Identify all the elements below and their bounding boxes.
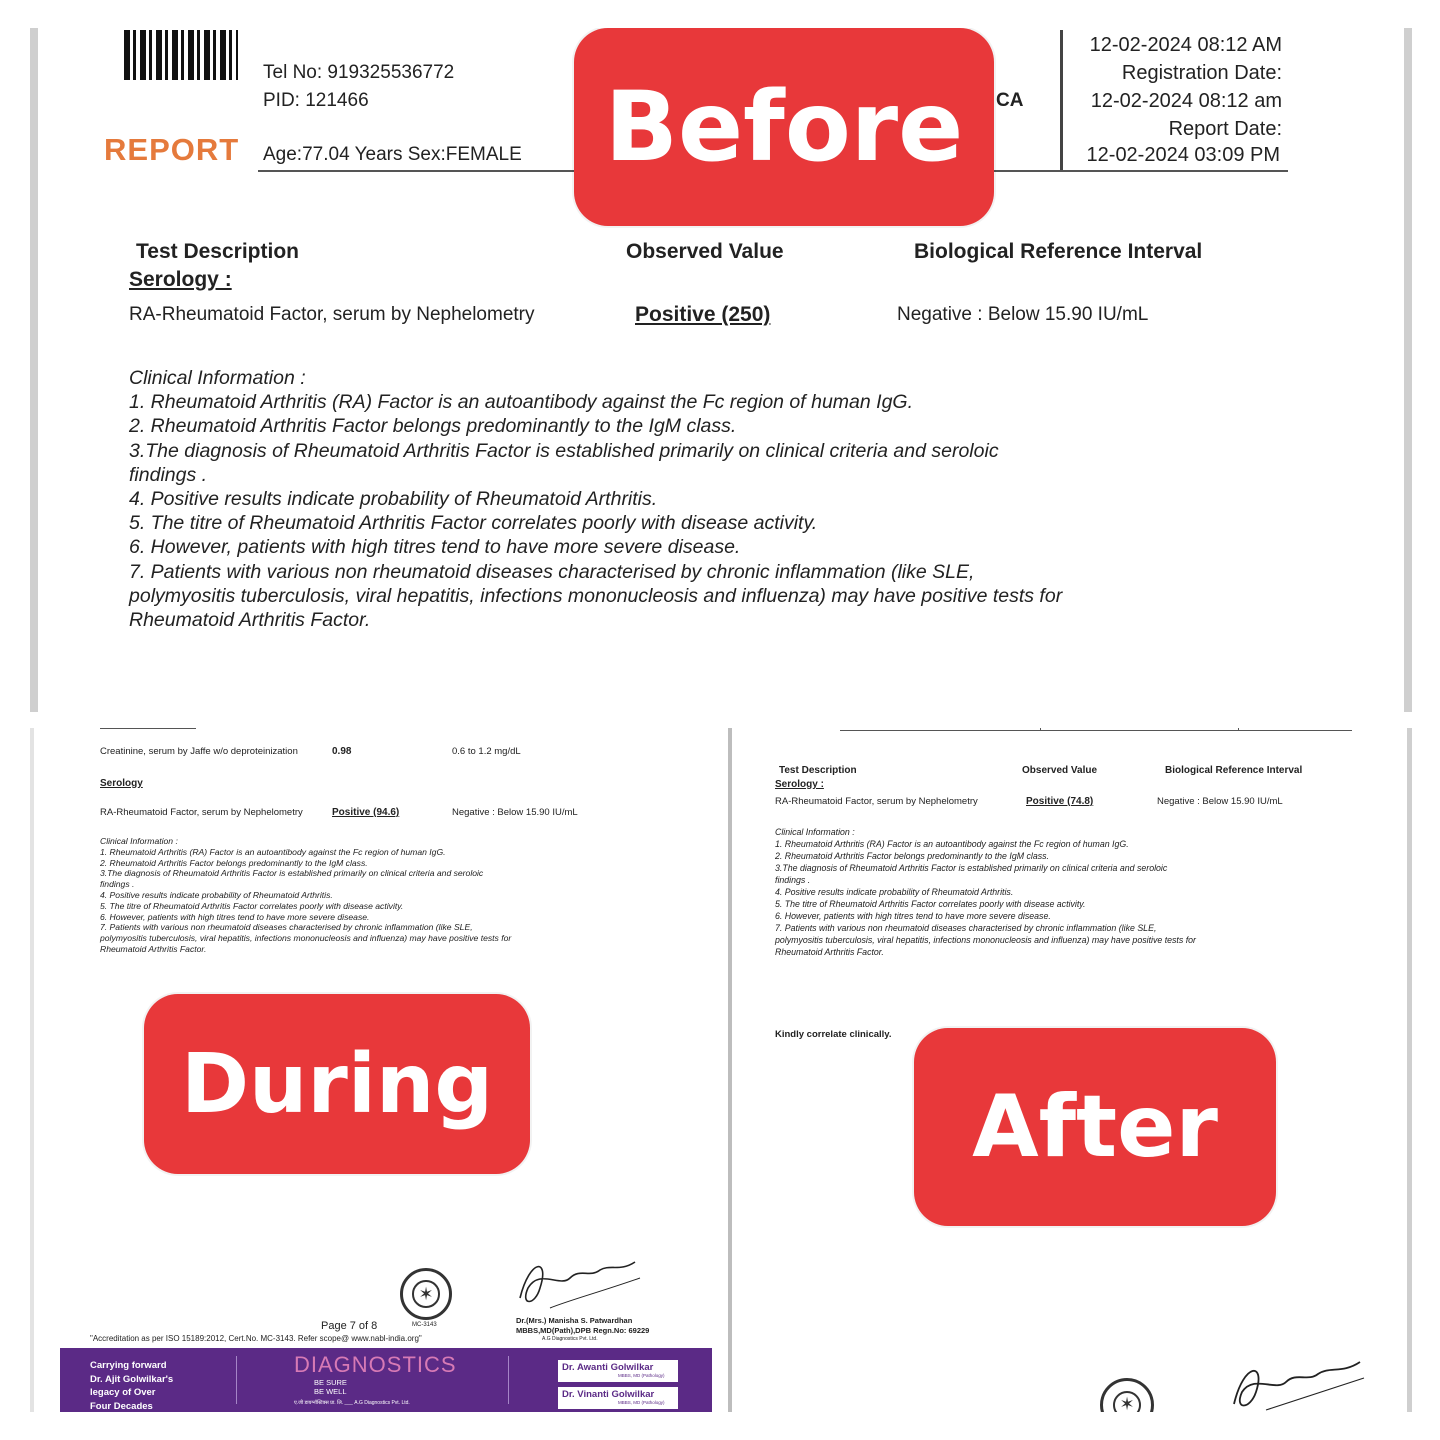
registration-label: Registration Date: [1121,62,1282,84]
registration-datetime: 12-02-2024 08:12 am [1090,90,1282,112]
col-observed-value: Observed Value [1022,765,1098,776]
clinical-line: findings . [775,875,811,885]
footer-doctor-card [558,1387,678,1409]
brand-sub: ए.जी डायग्नॉस्टिक्स प्रा. लि. ___ A.G Diagnostics Pvt. Ltd. [294,1400,410,1406]
test-value: Positive (250) [635,303,771,326]
clinical-info [775,826,1335,958]
clinical-line: 5. The titre of Rheumatoid Arthritis Factor correlates poorly with disease activity. [129,512,818,535]
during-panel [30,728,712,1412]
footer-doctor-card [558,1360,678,1382]
after-panel [728,728,1412,1412]
doctor-quals: MBBS,MD(Path),DPB Regn.No: 69229 [516,1326,650,1335]
before-panel [30,28,1412,712]
section-serology: Serology : [129,268,232,291]
panel-edge-right [1407,728,1412,1412]
header-fragment: CA [996,90,1024,111]
brand-tag-1: BE SURE [314,1378,347,1387]
collection-datetime: 12-02-2024 08:12 AM [1089,34,1282,56]
qr-code [124,30,238,80]
test-value: Positive (94.6) [332,807,400,818]
test-name: RA-Rheumatoid Factor, serum by Nephelometry [775,796,978,807]
tick-mark [1238,728,1239,731]
footer-line: legacy of Over [90,1387,156,1398]
footer-doctor-quals: MBBS, MD (Pathology) [618,1400,665,1405]
footer-divider [508,1356,509,1404]
test-value: Positive (74.8) [1026,796,1094,807]
clinical-line: 7. Patients with various non rheumatoid diseases characterised by chronic inflammation (like SLE, [100,922,473,933]
clinical-line: 3.The diagnosis of Rheumatoid Arthritis Factor is established primarily on clinical criteria and seroloic [129,439,999,462]
clinical-line: Rheumatoid Arthritis Factor. [100,943,207,954]
correlate-note: Kindly correlate clinically. [775,1029,892,1040]
report-date-label: Report Date: [1168,118,1282,140]
clinical-line: polymyositis tuberculosis, viral hepatitis, infections mononucleosis and influenza) may have positive tests for [129,584,1063,607]
test-reference: Negative : Below 15.90 IU/mL [1157,796,1283,807]
test-name: RA-Rheumatoid Factor, serum by Nephelometry [100,807,303,818]
col-reference-interval: Biological Reference Interval [1165,765,1303,776]
signature-icon [510,1248,650,1318]
section-serology: Serology [100,778,143,789]
clinical-line: 7. Patients with various non rheumatoid diseases characterised by chronic inflammation (like SLE, [775,923,1157,933]
clinical-line: 3.The diagnosis of Rheumatoid Arthritis Factor is established primarily on clinical criteria and seroloic [100,868,484,879]
clinical-line: 2. Rheumatoid Arthritis Factor belongs predominantly to the IgM class. [129,415,737,438]
col-test-description: Test Description [779,765,857,776]
footer-doctor-name: Dr. Awanti Golwilkar [562,1362,654,1373]
footer-tagline [90,1359,173,1412]
creatinine-name: Creatinine, serum by Jaffe w/o deproteinization [100,746,298,757]
nabl-seal-icon: ✶ [400,1268,452,1320]
doctor-name: Dr.(Mrs.) Manisha S. Patwardhan [516,1316,633,1325]
clinical-line: 2. Rheumatoid Arthritis Factor belongs predominantly to the IgM class. [100,857,368,868]
clinical-line: 5. The titre of Rheumatoid Arthritis Factor correlates poorly with disease activity. [100,900,404,911]
clinical-line: 6. However, patients with high titres tend to have more severe disease. [100,911,370,922]
clinical-line: 1. Rheumatoid Arthritis (RA) Factor is an autoantibody against the Fc region of human IgG. [775,839,1129,849]
clinical-heading: Clinical Information : [100,836,178,846]
col-observed-value: Observed Value [626,240,784,263]
clinical-line: 4. Positive results indicate probability of Rheumatoid Arthritis. [100,889,333,900]
clinical-line: 4. Positive results indicate probability of Rheumatoid Arthritis. [775,887,1014,897]
footer-doctor-name: Dr. Vinanti Golwilkar [562,1389,655,1400]
clinical-heading: Clinical Information : [775,827,855,837]
clinical-line: 6. However, patients with high titres tend to have more severe disease. [129,536,741,559]
clinical-line: 6. However, patients with high titres tend to have more severe disease. [775,911,1051,921]
clinical-info [129,366,1229,632]
test-reference: Negative : Below 15.90 IU/mL [452,807,578,818]
clinical-line: 3.The diagnosis of Rheumatoid Arthritis Factor is established primarily on clinical criteria and seroloic [775,863,1168,873]
footer-line: Dr. Ajit Golwilkar's [90,1373,174,1385]
col-test-description: Test Description [136,240,299,263]
panel-edge-left [30,28,38,712]
top-rule [840,730,1352,731]
before-label: Before [574,28,994,226]
test-reference: Negative : Below 15.90 IU/mL [897,304,1149,325]
clinical-line: 5. The titre of Rheumatoid Arthritis Factor correlates poorly with disease activity. [775,899,1086,909]
brand-tag-2: BE WELL [314,1387,347,1396]
panel-edge-left [728,728,732,1412]
accreditation-note: "Accreditation as per ISO 15189:2012, Cert.No. MC-3143. Refer scope@ www.nabl-india.org" [90,1334,422,1343]
clinical-info [100,836,620,955]
footer-line: Carrying forward [90,1360,167,1371]
age-sex: Age:77.04 Years Sex:FEMALE [263,144,522,165]
patient-id: PID: 121466 [263,90,369,111]
section-serology: Serology : [775,779,824,790]
page-number: Page 7 of 8 [321,1320,378,1332]
footer-doctor-quals: MBBS, MD (Pathology) [618,1373,665,1378]
after-label: After [914,1028,1276,1226]
creatinine-reference: 0.6 to 1.2 mg/dL [452,746,521,757]
clinical-line: 4. Positive results indicate probability of Rheumatoid Arthritis. [129,488,658,511]
brand-logo: DIAGNOSTICS [294,1352,457,1377]
clinical-line: polymyositis tuberculosis, viral hepatitis, infections mononucleosis and influenza) may have positive tests for [100,933,512,944]
clinical-line: findings . [129,463,208,486]
test-name: RA-Rheumatoid Factor, serum by Nephelometry [129,304,535,325]
nabl-seal-icon: ✶ [1100,1378,1154,1412]
creatinine-value: 0.98 [332,746,352,757]
panel-edge-left [30,728,34,1412]
clinical-line: findings . [100,879,135,890]
footer-divider [236,1356,237,1404]
clinical-line: 2. Rheumatoid Arthritis Factor belongs predominantly to the IgM class. [775,851,1049,861]
clinical-line: 7. Patients with various non rheumatoid diseases characterised by chronic inflammation (like SLE, [129,560,975,583]
clinical-line: Rheumatoid Arthritis Factor. [775,947,884,957]
top-rule [100,728,196,729]
panel-edge-right [1404,28,1412,712]
report-label: REPORT [104,132,240,167]
clinical-line: Rheumatoid Arthritis Factor. [129,609,371,632]
tel-number: Tel No: 919325536772 [263,62,455,83]
footer-line: Four Decades [90,1400,153,1412]
tick-mark [1040,728,1041,731]
clinical-line: 1. Rheumatoid Arthritis (RA) Factor is an autoantibody against the Fc region of human IgG. [100,846,446,857]
clinical-line: polymyositis tuberculosis, viral hepatitis, infections mononucleosis and influenza) may have positive tests for [775,935,1196,945]
clinical-line: 1. Rheumatoid Arthritis (RA) Factor is an autoantibody against the Fc region of human IgG. [129,391,913,414]
doctor-org: A.G Diagnostics Pvt. Ltd. [542,1336,598,1342]
signature-icon [1224,1352,1374,1412]
clinical-heading: Clinical Information : [129,367,306,389]
report-datetime: 12-02-2024 03:09 PM [1086,144,1280,166]
header-divider [1060,30,1063,170]
footer-band [60,1348,712,1412]
col-reference-interval: Biological Reference Interval [914,240,1203,263]
during-label: During [144,994,530,1174]
seal-code: MC-3143 [412,1322,437,1328]
